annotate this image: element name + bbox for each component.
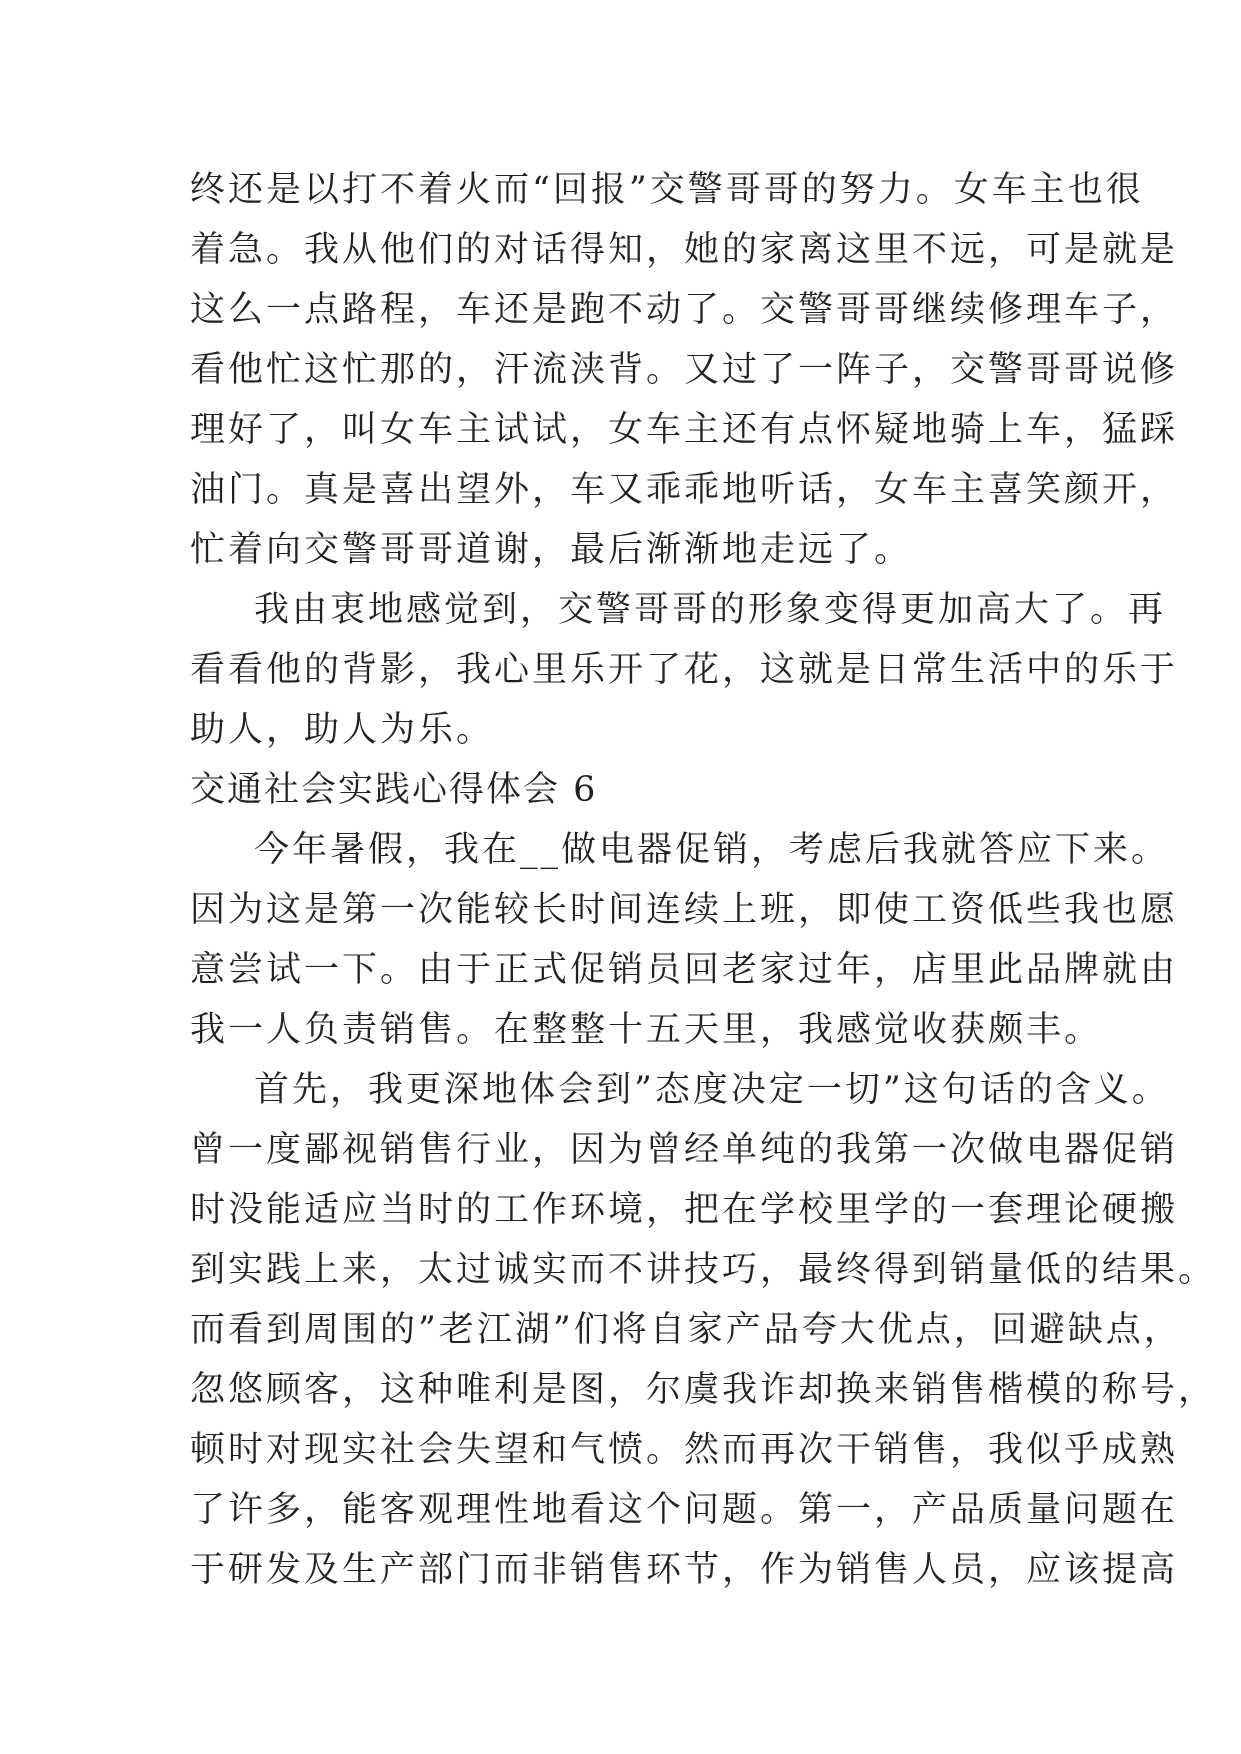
text-line: 时没能适应当时的工作环境，把在学校里学的一套理论硬搬	[190, 1190, 1179, 1230]
text-line: 着急。我从他们的对话得知，她的家离这里不远，可是就是	[190, 230, 1179, 270]
text-line: 理好了，叫女车主试试，女车主还有点怀疑地骑上车，猛踩	[190, 410, 1179, 450]
text-line: 看他忙这忙那的，汗流浃背。又过了一阵子，交警哥哥说修	[190, 350, 1179, 390]
text-line: 而看到周围的”老江湖”们将自家产品夸大优点，回避缺点，	[190, 1310, 1182, 1350]
section-title: 交通社会实践心得体会 6	[190, 770, 598, 810]
text-line: 首先，我更深地体会到”态度决定一切”这句话的含义。	[254, 1070, 1170, 1110]
text-line: 油门。真是喜出望外，车又乖乖地听话，女车主喜笑颜开，	[190, 470, 1179, 510]
text-line: 意尝试一下。由于正式促销员回老家过年，店里此品牌就由	[190, 950, 1179, 990]
text-line: 今年暑假，我在__做电器促销，考虑后我就答应下来。	[254, 830, 1170, 870]
text-line: 顿时对现实社会失望和气愤。然而再次干销售，我似乎成熟	[190, 1430, 1179, 1470]
text-line: 我一人负责销售。在整整十五天里，我感觉收获颇丰。	[190, 1010, 1103, 1050]
text-line: 到实践上来，太过诚实而不讲技巧，最终得到销量低的结果。	[190, 1250, 1217, 1290]
text-line: 这么一点路程，车还是跑不动了。交警哥哥继续修理车子，	[190, 290, 1179, 330]
paragraph-1	[190, 160, 1179, 580]
text-line: 于研发及生产部门而非销售环节，作为销售人员，应该提高	[190, 1550, 1179, 1590]
text-line: 因为这是第一次能较长时间连续上班，即使工资低些我也愿	[190, 890, 1179, 930]
text-line: 了许多，能客观理性地看这个问题。第一，产品质量问题在	[190, 1490, 1179, 1530]
text-line: 曾一度鄙视销售行业，因为曾经单纯的我第一次做电器促销	[190, 1130, 1179, 1170]
text-line: 忙着向交警哥哥道谢，最后渐渐地走远了。	[190, 530, 913, 570]
document-body	[190, 160, 1217, 1600]
paragraph-2	[190, 580, 1179, 760]
text-line: 看看他的背影，我心里乐开了花，这就是日常生活中的乐于	[190, 650, 1179, 690]
text-line: 忽悠顾客，这种唯利是图，尔虞我诈却换来销售楷模的称号，	[190, 1370, 1217, 1410]
text-line: 我由衷地感觉到，交警哥哥的形象变得更加高大了。再	[254, 590, 1167, 630]
text-line: 助人，助人为乐。	[190, 710, 495, 750]
text-line: 终还是以打不着火而“回报”交警哥哥的努力。女车主也很	[190, 170, 1144, 210]
paragraph-3	[190, 820, 1179, 1060]
paragraph-4	[190, 1060, 1217, 1600]
